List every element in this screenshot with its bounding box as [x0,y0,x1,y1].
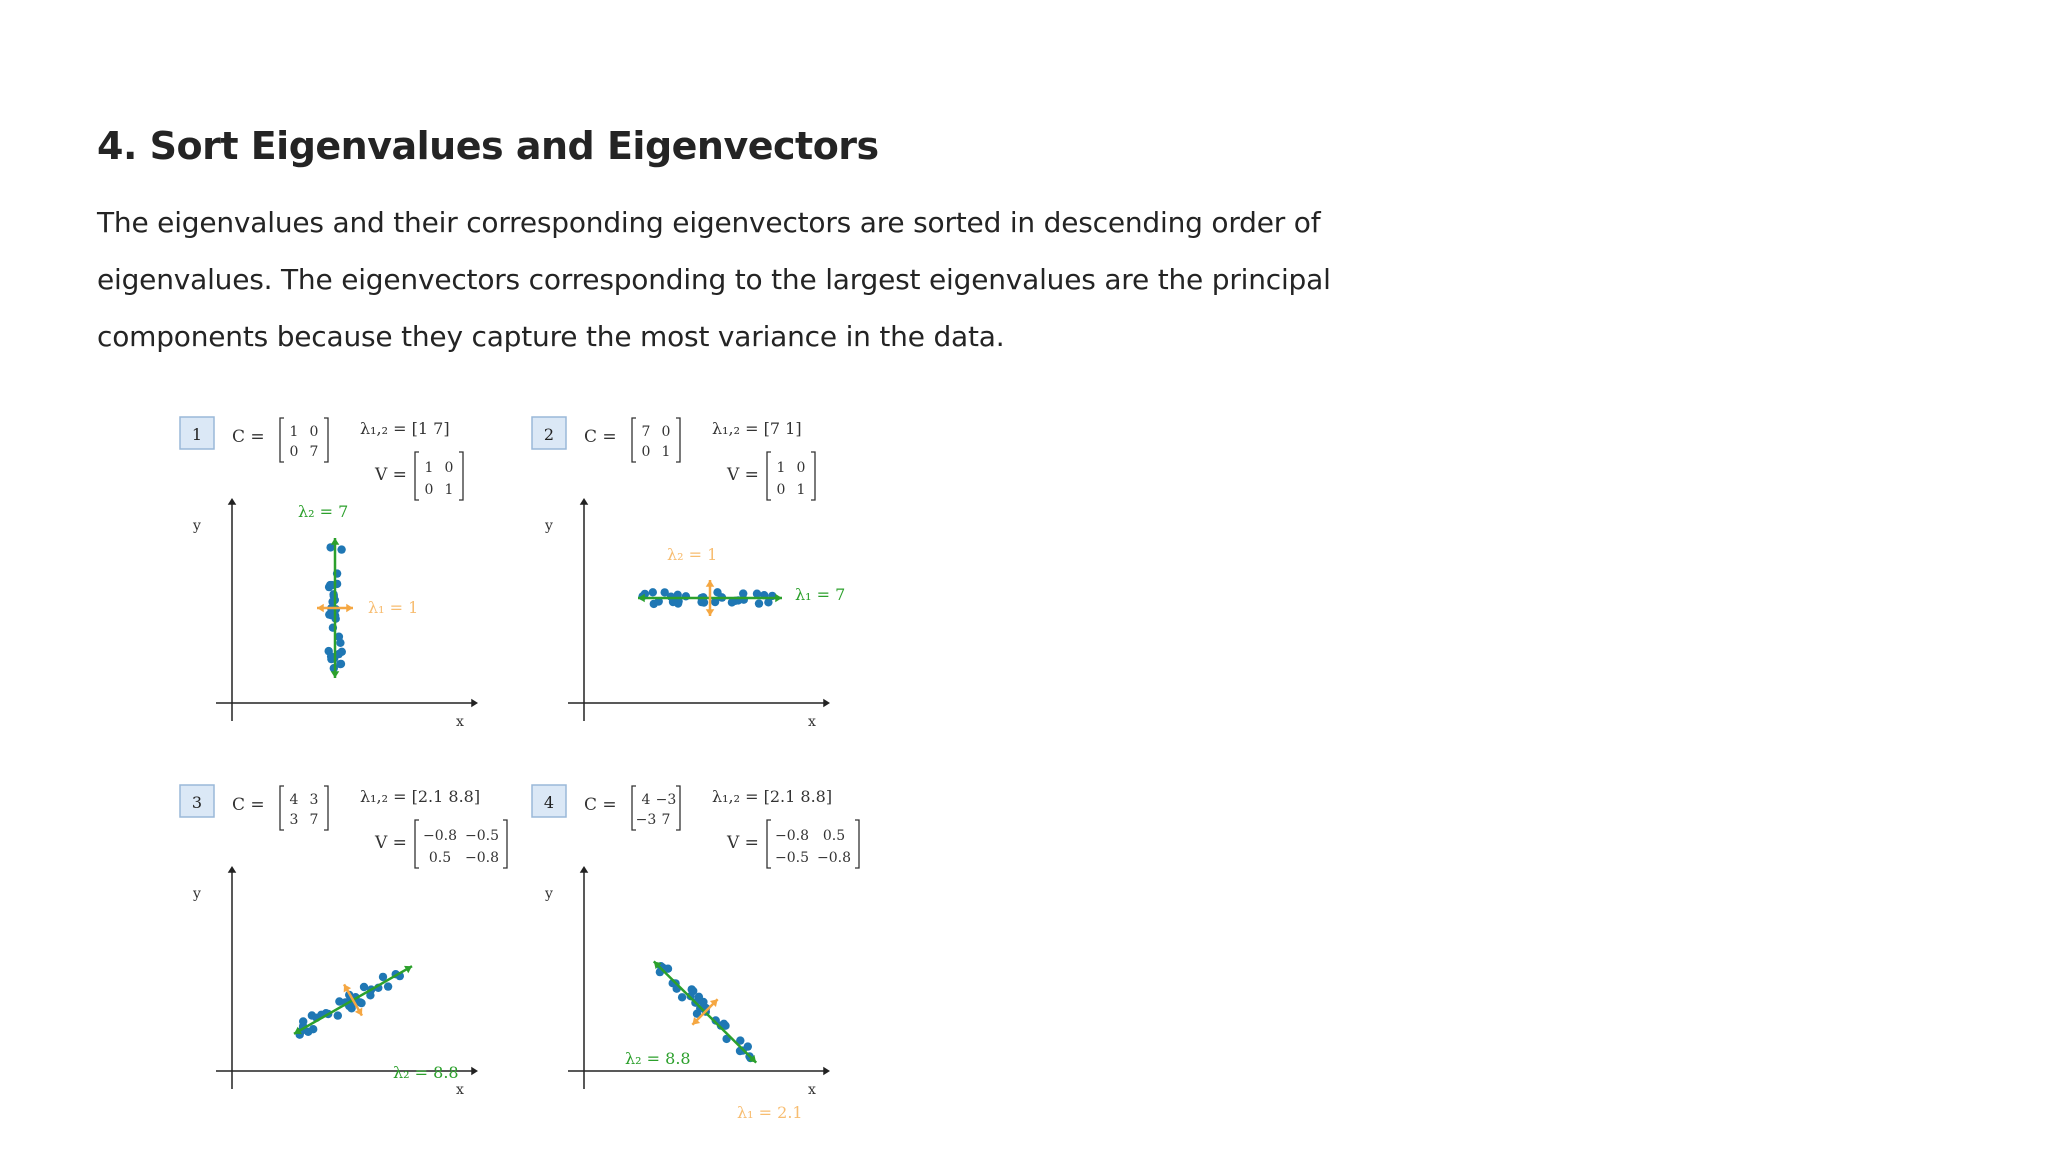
data-point [384,982,392,990]
covariance-matrix-entry: 7 [641,424,651,440]
covariance-label: C = [232,427,265,447]
eigenvalues-label: λ₁,₂ = [1 7] [360,419,450,438]
minor-eigenvector-arrow-head [346,604,353,613]
covariance-matrix-entry: 0 [661,424,671,440]
x-axis-label: x [456,1082,464,1098]
minor-eigenvalue-label: λ₁ = 2.1 [737,1103,803,1122]
covariance-matrix-left-bracket [632,418,636,462]
eigenvectors-matrix-entry: −0.8 [817,850,851,866]
eigenvectors-matrix-entry: 1 [796,482,806,498]
eigenvectors-matrix-entry: −0.5 [775,850,809,866]
eigenvectors-matrix-right-bracket [811,452,815,500]
minor-eigenvalue-label: λ₂ = 1 [667,545,718,564]
covariance-matrix-entry: −3 [635,812,657,828]
panel-number-label: 2 [543,425,555,444]
data-point [678,993,686,1001]
data-point [334,1011,342,1019]
covariance-matrix-left-bracket [280,418,284,462]
paragraph-line: eigenvalues. The eigenvectors corresponding to the largest eigenvalues are the principal [97,263,1331,296]
major-eigenvector-arrow-head [331,538,340,545]
covariance-label: C = [584,795,617,815]
major-eigenvalue-label: λ₁ = 7 [795,585,846,604]
major-eigenvalue-label: λ₂ = 8.8 [625,1049,691,1068]
major-eigenvector-arrow-head [775,594,782,603]
y-axis-label: y [193,886,201,902]
data-point [700,598,708,606]
covariance-matrix-right-bracket [676,786,680,830]
major-eigenvector-arrow-head [331,671,340,678]
x-axis-label: x [808,1082,816,1098]
eigenvectors-label: V = [375,833,407,853]
eigenvectors-matrix-entry: −0.8 [775,828,809,844]
covariance-matrix-entry: 0 [289,444,299,460]
panel-number-label: 4 [543,793,555,812]
figure-panel-3 [180,785,507,1152]
y-axis-arrow [228,498,237,505]
covariance-matrix-right-bracket [324,418,328,462]
eigenvectors-matrix-entry: 0 [424,482,434,498]
major-eigenvalue-label: λ₂ = 8.8 [393,1063,459,1082]
data-point [336,639,344,647]
covariance-matrix-entry: 3 [289,812,299,828]
x-axis-arrow [471,1067,478,1076]
data-point [764,598,772,606]
covariance-matrix-right-bracket [676,418,680,462]
eigenvectors-label: V = [727,465,759,485]
x-axis-arrow [471,699,478,708]
minor-eigenvector-arrow-head [706,580,715,587]
eigen-figure-svg [170,400,890,1122]
section-heading: 4. Sort Eigenvalues and Eigenvectors [97,124,879,168]
eigenvectors-matrix-left-bracket [415,452,419,500]
eigenvectors-matrix-entry: 1 [776,460,786,476]
data-point [337,545,345,553]
eigenvectors-matrix-entry: 0 [796,460,806,476]
covariance-matrix-entry: 7 [309,812,319,828]
y-axis-arrow [580,498,589,505]
data-point [744,1042,752,1050]
major-eigenvalue-label: λ₂ = 7 [298,502,349,521]
covariance-matrix-right-bracket [324,786,328,830]
covariance-matrix-entry: 4 [289,792,299,808]
panel-number-label: 3 [191,793,203,812]
eigenvectors-matrix-entry: 1 [444,482,454,498]
y-axis-arrow [228,866,237,873]
covariance-matrix-entry: 3 [309,792,319,808]
covariance-matrix-entry: 7 [309,444,319,460]
x-axis-arrow [823,699,830,708]
data-point [695,993,703,1001]
article [97,124,1417,365]
data-point [337,660,345,668]
covariance-matrix-entry: 1 [661,444,671,460]
y-axis-label: y [545,886,553,902]
figure-panel-2 [532,417,845,730]
figure-panel-4 [532,785,859,1122]
data-point [728,598,736,606]
eigenvectors-matrix-entry: 0.5 [428,850,452,866]
y-axis-label: y [545,518,553,534]
section-paragraph [97,194,1417,365]
data-point [325,610,333,618]
data-point [360,983,368,991]
eigenvectors-matrix-right-bracket [503,820,507,868]
eigenvalues-label: λ₁,₂ = [7 1] [712,419,802,438]
covariance-matrix-entry: 7 [661,812,671,828]
x-axis-label: x [456,714,464,730]
x-axis-label: x [808,714,816,730]
eigenvectors-matrix-left-bracket [767,452,771,500]
data-point [309,1025,317,1033]
data-point [661,588,669,596]
data-point [755,599,763,607]
covariance-label: C = [232,795,265,815]
y-axis-label: y [193,518,201,534]
minor-eigenvector-arrow-head [317,604,324,613]
data-point [329,590,337,598]
eigenvectors-matrix-right-bracket [459,452,463,500]
y-axis-arrow [580,866,589,873]
data-point [649,588,657,596]
eigenvectors-label: V = [375,465,407,485]
covariance-matrix-entry: 4 [641,792,651,808]
eigen-figure [170,400,890,1122]
eigenvectors-matrix-entry: −0.8 [465,850,499,866]
x-axis-arrow [823,1067,830,1076]
eigenvectors-matrix-entry: −0.8 [423,828,457,844]
eigenvalues-label: λ₁,₂ = [2.1 8.8] [712,787,833,806]
paragraph-line: The eigenvalues and their corresponding eigenvectors are sorted in descending order of [97,206,1321,239]
covariance-matrix-left-bracket [280,786,284,830]
figure-panel-1 [180,417,478,730]
minor-eigenvector-arrow-head [706,609,715,616]
eigenvectors-matrix-entry: 0.5 [822,828,846,844]
eigenvectors-matrix-entry: 0 [444,460,454,476]
eigenvectors-matrix-entry: 0 [776,482,786,498]
panel-number-label: 1 [191,425,203,444]
covariance-matrix-entry: 0 [309,424,319,440]
minor-eigenvalue-label: λ₁ = 1 [368,598,419,617]
data-point [357,999,365,1007]
covariance-matrix-entry: 0 [641,444,651,460]
eigenvectors-label: V = [727,833,759,853]
data-point [753,590,761,598]
eigenvalues-label: λ₁,₂ = [2.1 8.8] [360,787,481,806]
covariance-matrix-entry: 1 [289,424,299,440]
covariance-matrix-entry: −3 [655,792,677,808]
eigenvectors-matrix-left-bracket [415,820,419,868]
data-point [299,1017,307,1025]
eigenvectors-matrix-right-bracket [855,820,859,868]
paragraph-line: components because they capture the most variance in the data. [97,320,1005,353]
eigenvectors-matrix-left-bracket [767,820,771,868]
eigenvectors-matrix-entry: 1 [424,460,434,476]
covariance-label: C = [584,427,617,447]
eigenvectors-matrix-entry: −0.5 [465,828,499,844]
